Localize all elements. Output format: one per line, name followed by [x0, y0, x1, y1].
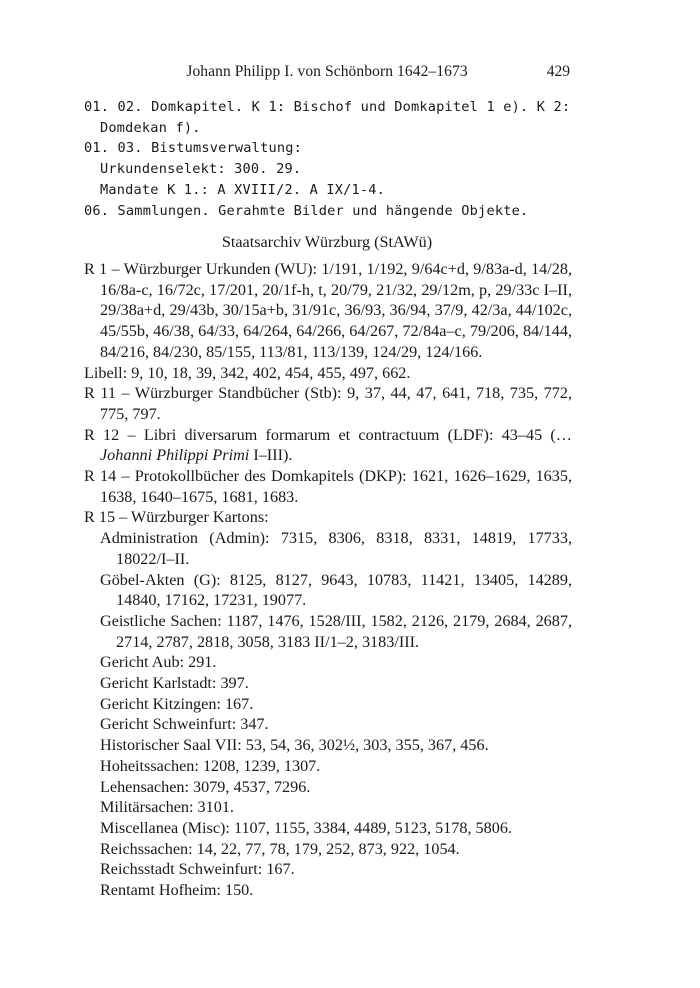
list-item: 01. 03. Bistumsverwaltung:	[84, 140, 302, 157]
sub-list-item: Geistliche Sachen: 1187, 1476, 1528/III, 1582, 2126, 2179, 2684, 2687, 2714, 2787, 2818, 3058, 3183 II/1–2, 3183/III.	[100, 611, 572, 651]
list-item: R 1 – Würzburger Urkunden (WU): 1/191, 1/192, 9/64c+d, 9/83a-d, 14/28, 16/8a-c, 16/72c, 17/201, 20/1f-h, t, 20/79, 21/32, 29/12m, p, 29/33c I–II, 29/38a+d, 29/43b, 30/15a+b, 31/91c, 36/93, 36/94, 37/9, 42/3a, 44/102c, 45/55b, 46/38, 64/33, 64/264, 64/266, 64/267, 72/84a–c, 79/206, 84/144, 84/216, 84/230, 85/155, 113/81, 113/139, 124/29, 124/166.	[84, 260, 572, 361]
r12-italic-title: Johanni Philippi Primi	[100, 446, 250, 465]
running-title: Johann Philipp I. von Schönborn 1642–1673	[186, 63, 468, 80]
list-item: R 11 – Würzburger Standbücher (Stb): 9, 37, 44, 47, 641, 718, 735, 772, 775, 797.	[84, 384, 572, 423]
sub-list-item: Historischer Saal VII: 53, 54, 36, 302½, 303, 355, 367, 456.	[100, 736, 489, 755]
list-item: Mandate K 1.: A XVIII/2. A IX/1-4.	[100, 181, 386, 198]
sub-list-item: Gericht Karlstadt: 397.	[100, 674, 249, 693]
sub-list-item: Gericht Kitzingen: 167.	[100, 694, 254, 713]
list-item: R 14 – Protokollbücher des Domkapitels (DKP): 1621, 1626–1629, 1635, 1638, 1640–1675, 1681, 1683.	[84, 467, 572, 506]
sub-list-item: Militärsachen: 3101.	[100, 798, 234, 817]
sub-list-item: Lehensachen: 3079, 4537, 7296.	[100, 777, 311, 796]
sub-list-item: Reichsstadt Schweinfurt: 167.	[100, 860, 295, 879]
section-heading: Staatsarchiv Würzburg (StAWü)	[221, 233, 433, 251]
list-item: 06. Sammlungen. Gerahmte Bilder und hängende Objekte.	[84, 202, 529, 219]
sub-list-item: Gericht Aub: 291.	[100, 653, 217, 672]
sub-list-item: Miscellanea (Misc): 1107, 1155, 3384, 4489, 5123, 5178, 5806.	[100, 818, 512, 837]
sub-list-item: Rentamt Hofheim: 150.	[100, 881, 254, 900]
list-item: Urkundenselekt: 300. 29.	[100, 161, 302, 178]
staatsarchiv-list	[84, 259, 572, 901]
sub-list-item: Reichssachen: 14, 22, 77, 78, 179, 252, 873, 922, 1054.	[100, 839, 460, 858]
sub-list-item: Hoheitssachen: 1208, 1239, 1307.	[100, 756, 321, 775]
r12-text: R 12 – Libri diversarum formarum et contractuum (LDF): 43–45 (…	[84, 425, 572, 444]
bistum-archive-list	[84, 97, 572, 221]
list-item: Libell: 9, 10, 18, 39, 342, 402, 454, 455, 497, 662.	[84, 363, 411, 382]
r12-text-end: I–III).	[253, 446, 293, 465]
sub-list-item: Administration (Admin): 7315, 8306, 8318, 8331, 14819, 17733, 18022/I–II.	[100, 529, 572, 568]
sub-list-item: Gericht Schweinfurt: 347.	[100, 715, 269, 734]
page-number: 429	[546, 63, 570, 80]
list-item: R 15 – Würzburger Kartons:	[84, 508, 269, 527]
list-item: 01. 02. Domkapitel. K 1: Bischof und Domkapitel 1 e). K 2: Domdekan f).	[84, 99, 571, 136]
list-item	[84, 425, 572, 466]
sub-list-item: Göbel-Akten (G): 8125, 8127, 9643, 10783, 11421, 13405, 14289, 14840, 17162, 17231, 19077.	[100, 570, 572, 610]
running-header	[84, 62, 570, 84]
